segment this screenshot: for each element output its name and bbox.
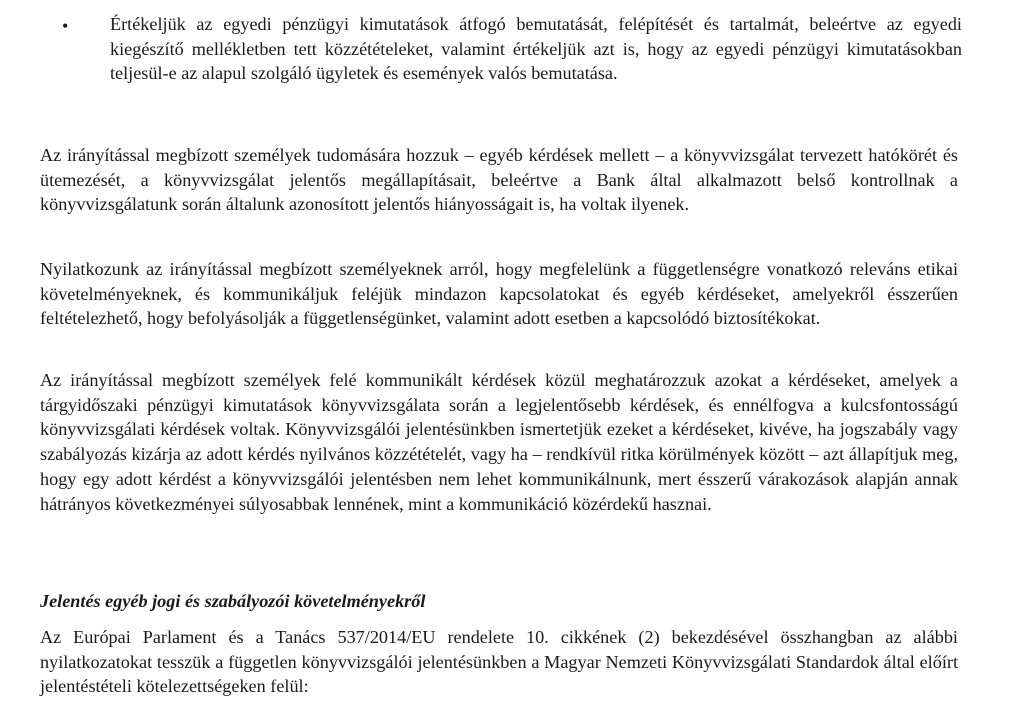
bullet-marker: • [62, 16, 69, 36]
bullet-text: Értékeljük az egyedi pénzügyi kimutatások átfogó bemutatását, felépítését és tartalmát, beleértve az egyedi kiegészítő mellékletben tett közzétételeket, valamint értékeljük azt is, hogy az egyedi pénzügyi kimutatásokban teljesül-e az alapul szolgáló ügyletek és események valós bemutatása. [110, 14, 962, 83]
bullet-list-item [62, 12, 962, 86]
paragraph-key-audit-matters: Az irányítással megbízott személyek felé kommunikált kérdések közül meghatározzuk azokat a kérdéseket, amelyek a tárgyidőszaki pénzügyi kimutatások könyvvizsgálata során a legjelentősebb kérdések, és ennélfogva a kulcsfontosságú könyvvizsgálati kérdések voltak. Könyvvizsgálói jelentésünkben ismertetjük ezeket a kérdéseket, kivéve, ha jogszabály vagy szabályozás kizárja az adott kérdés nyilvános közzétételét, vagy ha – rendkívül ritka körülmények között – azt állapítjuk meg, hogy egy adott kérdést a könyvvizsgálói jelentésben nem lehet kommunikálnunk, mert ésszerű várakozások alapján annak hátrányos következményei súlyosabbak lennének, mint a kommunikáció közérdekű hasznai. [40, 370, 958, 514]
section-heading: Jelentés egyéb jogi és szabályozói követelményekről [40, 591, 426, 611]
paragraph-independence-statement: Nyilatkozunk az irányítással megbízott személyeknek arról, hogy megfelelünk a függetlenségre vonatkozó releváns etikai követelményeknek, és kommunikáljuk feléjük mindazon kapcsolatokat és egyéb kérdéseket, amelyekről ésszerűen feltételezhető, hogy befolyásolják a függetlenségünket, valamint adott esetben a kapcsolódó biztosítékokat. [40, 259, 958, 329]
paragraph-governance-communication: Az irányítással megbízott személyek tudomására hozzuk – egyéb kérdések mellett – a könyvvizsgálat tervezett hatókörét és ütemezését, a könyvvizsgálat jelentős megállapításait, beleértve a Bank által alkalmazott belső kontrollnak a könyvvizsgálatunk során általunk azonosított jelentős hiányosságait is, ha voltak ilyenek. [40, 145, 958, 215]
paragraph-section-intro: Az Európai Parlament és a Tanács 537/2014/EU rendelete 10. cikkének (2) bekezdésével összhangban az alábbi nyilatkozatokat tesszük a független könyvvizsgálói jelentésünkben a Magyar Nemzeti Könyvvizsgálati Standardok által előírt jelentéstételi kötelezettségeken felül: [40, 627, 958, 697]
